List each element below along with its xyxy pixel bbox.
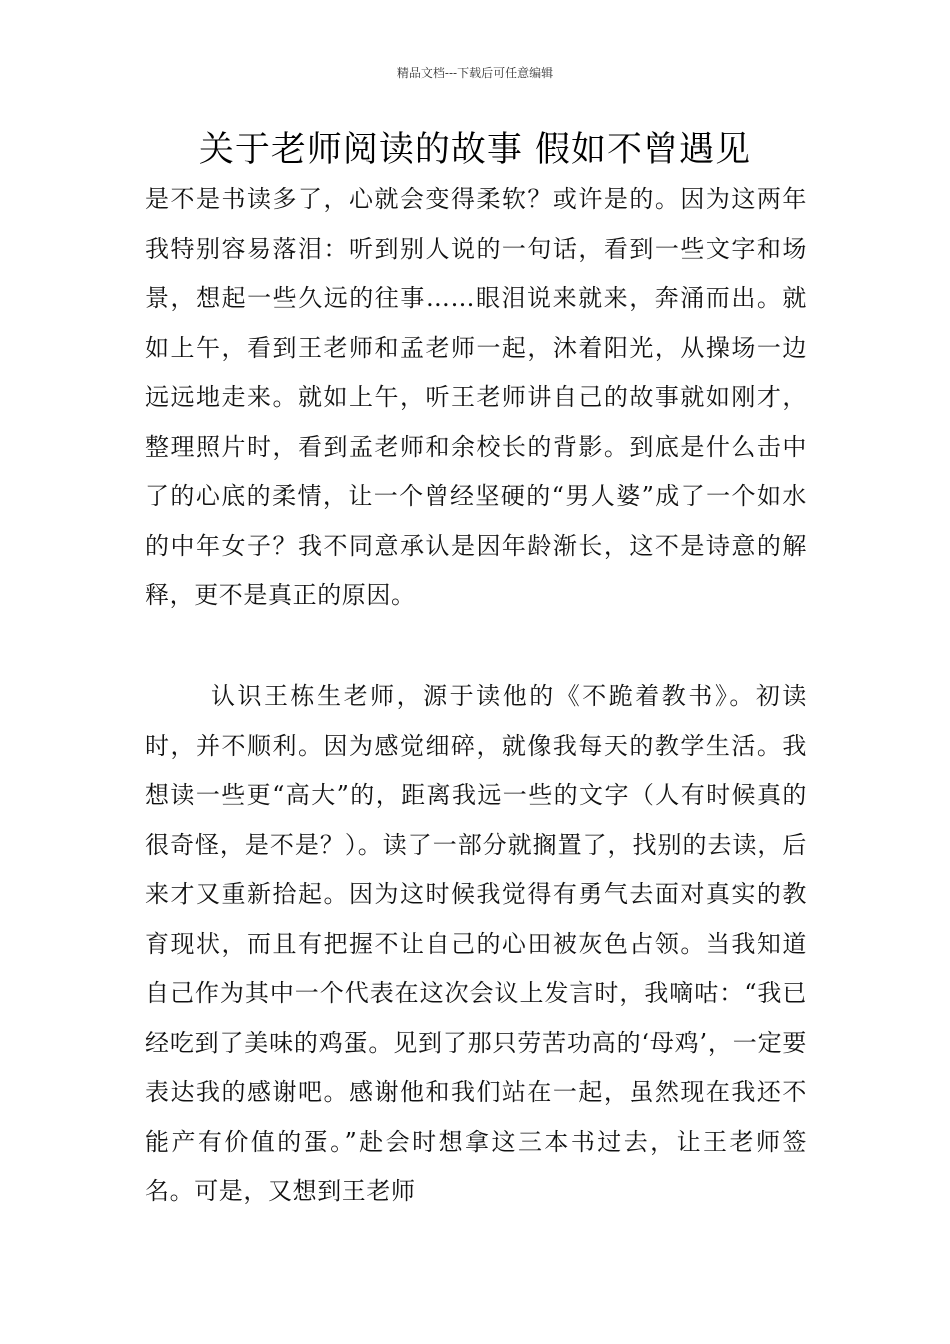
document-title: 关于老师阅读的故事 假如不曾遇见 [198, 130, 752, 170]
paragraph-1: 是不是书读多了，心就会变得柔软？或许是的。因为这两年我特别容易落泪：听到别人说的一句话，看到一些文字和场景，想起一些久远的往事……眼泪说来就来，奔涌而出。就如上午，看到王老师和孟老师一起，沐着阳光，从操场一边远远地走来。就如上午，听王老师讲自己的故事就如刚才，整理照片时，看到孟老师和余校长的背影。到底是什么击中了的心底的柔情，让一个曾经坚硬的“男人婆”成了一个如水的中年女子？我不同意承认是因年龄渐长，这不是诗意的解释，更不是真正的原因。 [145, 185, 807, 609]
page-header-note: 精品文档---下载后可任意编辑 [396, 66, 554, 80]
paragraph-2: 认识王栋生老师，源于读他的《不跪着教书》。初读时，并不顺利。因为感觉细碎，就像我每天的教学生活。我想读一些更“高大”的，距离我远一些的文字（人有时候真的很奇怪，是不是？）。读了一部分就搁置了，找别的去读，后来才又重新拾起。因为这时候我觉得有勇气去面对真实的教育现状，而且有把握不让自己的心田被灰色占领。当我知道自己作为其中一个代表在这次会议上发言时，我嘀咕：“我已经吃到了美味的鸡蛋。见到了那只劳苦功高的‘母鸡’，一定要表达我的感谢吧。感谢他和我们站在一起，虽然现在我还不能产有价值的蛋。”赴会时想拿这三本书过去，让王老师签名。可是，又想到王老师 [145, 682, 807, 1205]
